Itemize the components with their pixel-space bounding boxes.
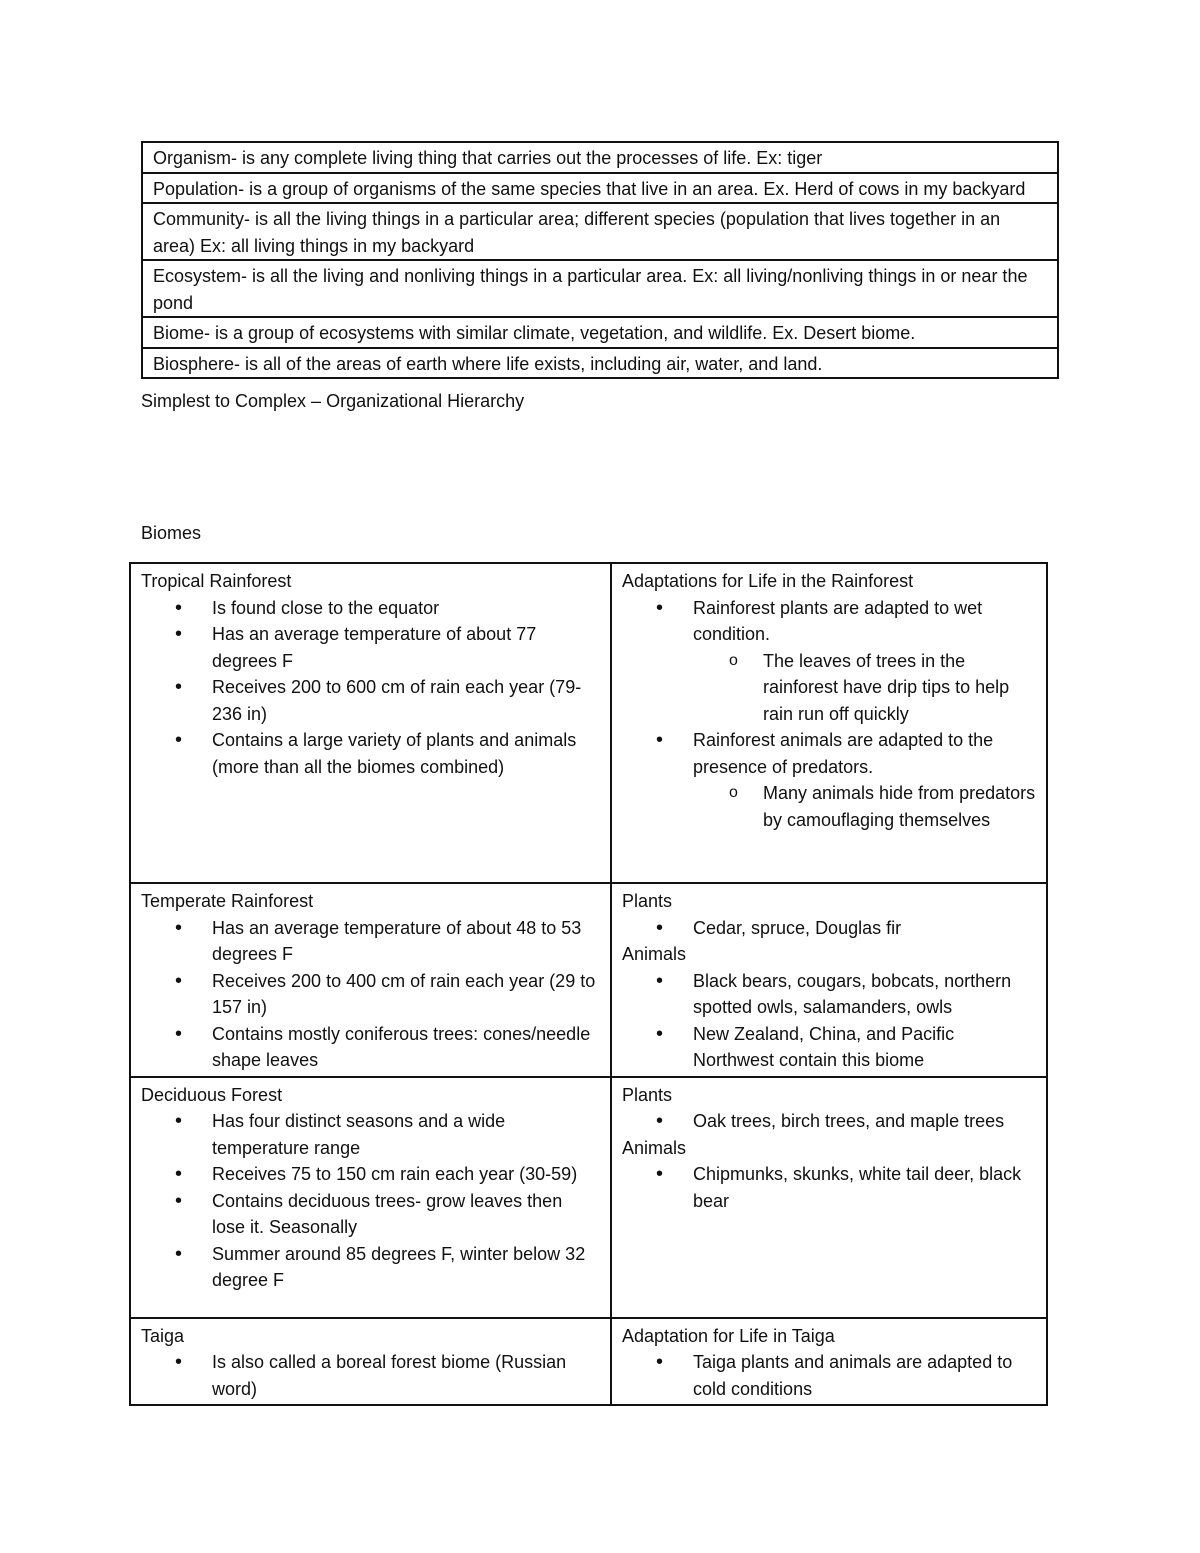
hierarchy-organism: Organism- is any complete living thing that carries out the processes of life. Ex: tiger (142, 142, 1058, 173)
deciduous-animals-list (622, 1161, 1036, 1214)
deciduous-forest-title: Deciduous Forest (141, 1084, 283, 1105)
rainforest-adaptations-title: Adaptations for Life in the Rainforest (622, 571, 914, 591)
hierarchy-table (141, 141, 1059, 379)
list-item: • Chipmunks, skunks, white tail deer, black bear (693, 1161, 1036, 1214)
list-item: • Is also called a boreal forest biome (Russian word) (212, 1349, 600, 1402)
plants-label: Plants (622, 1084, 673, 1105)
hierarchy-community: Community- is all the living things in a particular area; different species (population that lives together in an area) Ex: all living things in my backyard (142, 203, 1058, 260)
hierarchy-population: Population- is a group of organisms of the same species that live in an area. Ex. Herd of cows in my backyard (142, 173, 1058, 204)
table-row (130, 1077, 1047, 1318)
tropical-rainforest-list (141, 595, 600, 781)
animals-sub-list (693, 780, 1036, 833)
list-item: • Contains a large variety of plants and animals (more than all the biomes combined) (212, 727, 600, 780)
animals-label: Animals (622, 1137, 687, 1158)
list-item: • Receives 200 to 400 cm of rain each year (29 to 157 in) (212, 968, 600, 1021)
animals-adaptation-text: Rainforest animals are adapted to the presence of predators. (693, 730, 994, 777)
list-item: • Cedar, spruce, Douglas fir (693, 915, 1036, 942)
list-item: o Many animals hide from predators by camouflaging themselves (763, 780, 1036, 833)
list-item: • Receives 75 to 150 cm rain each year (30-59) (212, 1161, 600, 1188)
list-item: o The leaves of trees in the rainforest have drip tips to help rain run off quickly (763, 648, 1036, 728)
list-item (693, 727, 1036, 833)
taiga-title: Taiga (141, 1325, 185, 1346)
biomes-table (129, 562, 1048, 1406)
list-item: • Taiga plants and animals are adapted to cold conditions (693, 1349, 1036, 1402)
temperate-rainforest-title: Temperate Rainforest (141, 891, 314, 911)
list-item: • Receives 200 to 600 cm of rain each year (79-236 in) (212, 674, 600, 727)
list-item: • Summer around 85 degrees F, winter below 32 degree F (212, 1241, 600, 1294)
plants-label: Plants (622, 891, 673, 911)
taiga-adaptations-list (622, 1349, 1036, 1402)
temperate-life-cell (611, 883, 1047, 1077)
list-item (693, 595, 1036, 728)
tropical-rainforest-cell (130, 563, 611, 883)
rainforest-adaptations-list (622, 595, 1036, 834)
plants-adaptation-text: Rainforest plants are adapted to wet condition. (693, 597, 983, 644)
taiga-list (141, 1349, 600, 1402)
rainforest-adaptations-cell (611, 563, 1047, 883)
list-item: • Contains deciduous trees- grow leaves then lose it. Seasonally (212, 1188, 600, 1241)
deciduous-forest-list (141, 1108, 600, 1294)
hierarchy-biosphere: Biosphere- is all of the areas of earth where life exists, including air, water, and land. (142, 348, 1058, 379)
list-item: • Black bears, cougars, bobcats, northern spotted owls, salamanders, owls (693, 968, 1036, 1021)
list-item: • Contains mostly coniferous trees: cones/needle shape leaves (212, 1021, 600, 1074)
plants-sub-list (693, 648, 1036, 728)
hierarchy-biome: Biome- is a group of ecosystems with similar climate, vegetation, and wildlife. Ex. Desert biome. (142, 317, 1058, 348)
deciduous-life-cell (611, 1077, 1047, 1318)
temperate-animals-list (622, 968, 1036, 1074)
list-item: • Oak trees, birch trees, and maple trees (693, 1108, 1036, 1135)
table-row (130, 883, 1047, 1077)
list-item: • Has four distinct seasons and a wide temperature range (212, 1108, 600, 1161)
temperate-plants-list (622, 915, 1036, 942)
tropical-rainforest-title: Tropical Rainforest (141, 571, 292, 591)
table-row (130, 563, 1047, 883)
list-item: • Has an average temperature of about 77 degrees F (212, 621, 600, 674)
animals-label: Animals (622, 944, 687, 964)
hierarchy-caption: Simplest to Complex – Organizational Hierarchy (141, 391, 525, 411)
temperate-rainforest-list (141, 915, 600, 1074)
list-item: • New Zealand, China, and Pacific Northwest contain this biome (693, 1021, 1036, 1074)
table-row (130, 1318, 1047, 1406)
hierarchy-ecosystem: Ecosystem- is all the living and nonliving things in a particular area. Ex: all living/nonliving things in or near the pond (142, 260, 1058, 317)
temperate-rainforest-cell (130, 883, 611, 1077)
list-item: • Is found close to the equator (212, 595, 600, 622)
biomes-heading: Biomes (141, 523, 202, 543)
taiga-adaptations-cell (611, 1318, 1047, 1406)
list-item: • Has an average temperature of about 48 to 53 degrees F (212, 915, 600, 968)
taiga-cell (130, 1318, 611, 1406)
taiga-adaptations-title: Adaptation for Life in Taiga (622, 1325, 835, 1346)
deciduous-forest-cell (130, 1077, 611, 1318)
deciduous-plants-list (622, 1108, 1036, 1135)
